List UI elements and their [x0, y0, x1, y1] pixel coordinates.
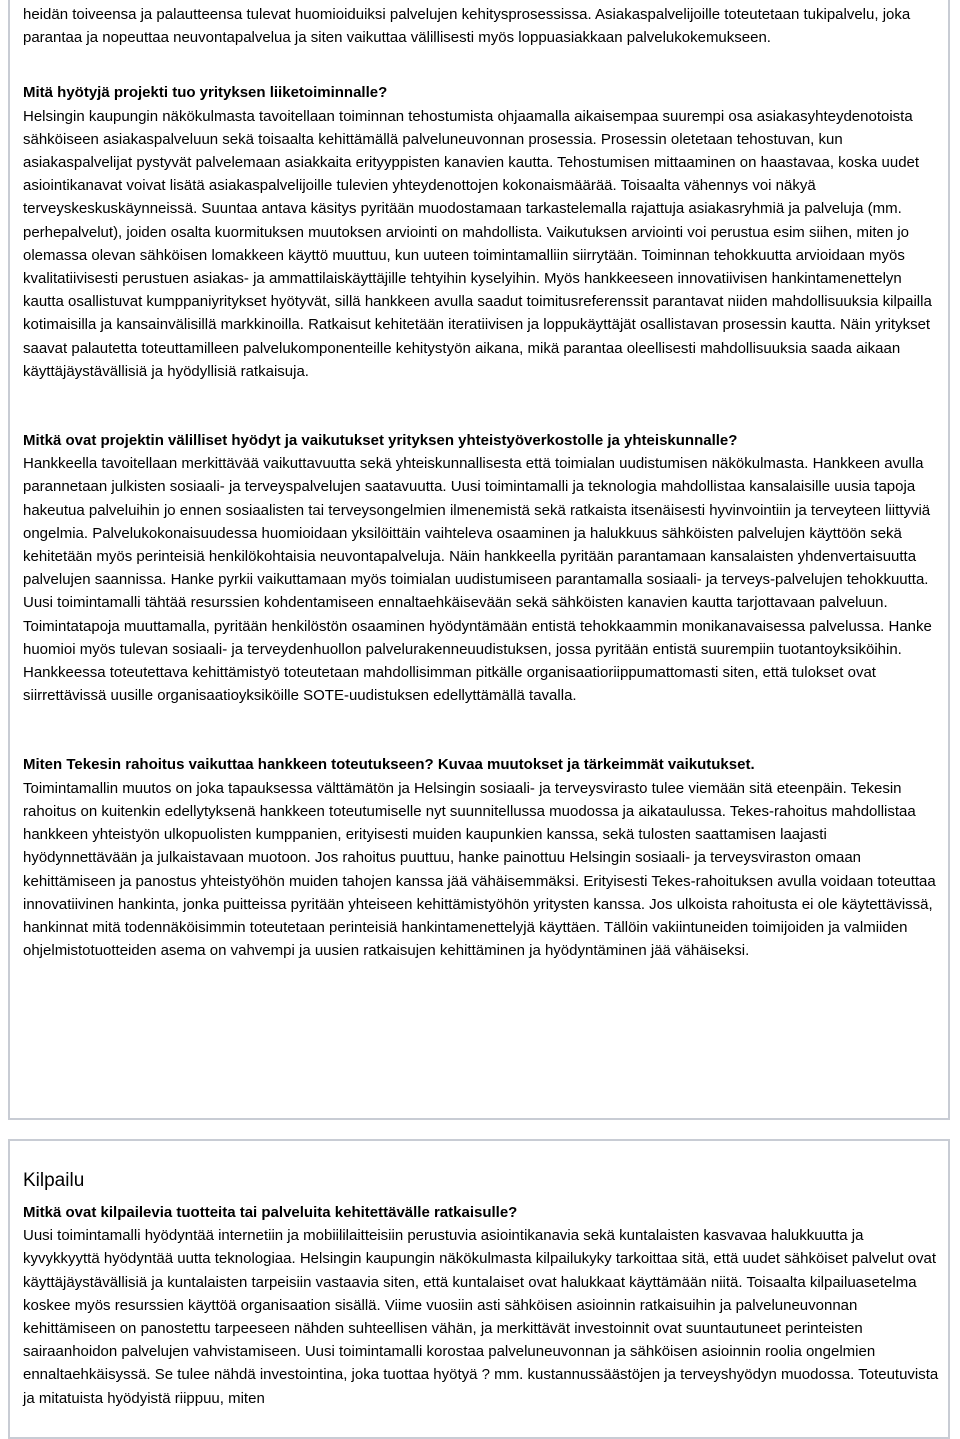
business-benefits-question: Mitä hyötyjä projekti tuo yrityksen liiketoiminnalle?: [23, 84, 388, 102]
intro-paragraph: heidän toiveensa ja palautteensa tulevat huomioiduiksi palvelujen kehitysprosessissa. Asiakaspalvelijoille toteutetaan tukipalvelu, joka parantaa ja nopeuttaa neuvontapalvelua ja siten vaikuttaa välillisesti myös loppuasiakkaan palvelukokemukseen.: [23, 6, 911, 47]
funding-answer: Toimintamallin muutos on joka tapauksessa välttämätön ja Helsingin sosiaali- ja terveysvirasto tulee viemään sitä eteenpäin. Tekesin rahoitus on kuitenkin edellytyksenä hankkeen toteutumiselle nyt suunnitellussa muodossa ja aikataulussa. Tekes-rahoitus mahdollistaa hankkeen yhteistyön ulkopuolisten kumppanien, erityisesti muiden kaupunkien kanssa, sekä tulosten saattamisen laajasti hyödynnettävään ja julkaistavaan muotoon. Jos rahoitus puuttuu, hanke painottuu Helsingin sosiaali- ja terveysviraston omaan kehittämiseen ja panostus yhteistyöhön muiden tahojen kanssa jää vähäisemmäksi. Erityisesti Tekes-rahoituksen avulla voidaan toteuttaa innovatiivinen hankinta, jonka puitteissa pyritään yhteiseen kehittämistyöhön yritysten kanssa. Jos ulkoista rahoitusta ei ole käytettävissä, hankinnat mitä todennäköisimmin toteutetaan perinteisiä hankintamenettelyjä käyttäen. Tällöin vakiintuneiden toimijoiden ja valmiiden ohjelmistotuotteiden asema on vahvempi ja uusien ratkaisujen kehittäminen ja hyödyntäminen jää vähäiseksi.: [23, 779, 936, 960]
content-box-continued: [8, 0, 950, 1120]
section-heading-competition: Kilpailu: [23, 1170, 85, 1191]
box-1-content: [23, 3, 943, 962]
indirect-benefits-question: Mitkä ovat projektin välilliset hyödyt ja vaikutukset yrityksen yhteistyöverkostolle ja yhteiskunnalle?: [23, 432, 738, 450]
indirect-benefits-answer: Hankkeella tavoitellaan merkittävää vaikuttavuutta sekä yhteiskunnallisesta että toimialan uudistumisen näkökulmasta. Hankkeen avulla parannetaan julkisten sosiaali- ja terveyspalvelujen saatavuutta. Uusi toimintamalli ja teknologia mahdollistaa kansalaisille uusia tapoja hakeutua palveluihin jo ennen sosiaalisten tai terveysongelmien ilmenemistä sekä ratkaista itsenäisesti hyvinvointiin ja terveyteen liittyviä ongelmia. Palvelukokonaisuudessa huomioidaan yksilöittäin vaihteleva osaaminen ja halukkuus sähköisten palvelujen käyttöön sekä kehitetään myös perinteisiä henkilökohtaisia neuvontapalveluja. Näin hankkeella pyritään parantamaan kansalaisten yhdenvertaisuutta palvelujen saannissa. Hanke pyrkii vaikuttamaan myös toimialan uudistumiseen parantamalla sosiaali- ja terveys-palvelujen tehokkuutta. Uusi toimintamalli tähtää resurssien kohdentamiseen ennaltaehkäisevään sekä sähköisten kanavien kautta tarjottavaan palveluun. Toimintatapoja muuttamalla, pyritään henkilöstön osaaminen hyödyntämään entistä tehokkaammin monikanavaisessa palvelussa. Hanke huomioi myös tulevan sosiaali- ja terveydenhuollon palvelurakenneuudistuksen, jossa pyritään entistä suurempiin tuotantoyksiköihin. Hankkeessa toteutettava kehittämistyö toteutetaan mahdollisimman pitkälle organisaatioriippumattomasti siten, että tulokset ovat siirrettävissä uusille organisaatioyksiköille SOTE-uudistuksen edellyttämällä tavalla.: [23, 455, 932, 705]
box-2-content: [23, 1169, 943, 1410]
competition-question: Mitkä ovat kilpailevia tuotteita tai palveluita kehitettävälle ratkaisulle?: [23, 1204, 518, 1221]
funding-question: Miten Tekesin rahoitus vaikuttaa hankkeen toteutukseen? Kuvaa muutokset ja tärkeimmät vaikutukset.: [23, 756, 755, 774]
content-box-competition: [8, 1139, 950, 1439]
business-benefits-answer: Helsingin kaupungin näkökulmasta tavoitellaan toiminnan tehostumista ohjaamalla aikaisempaa suurempi osa asiakasyhteydenotoista sähköiseen asiakaspalveluun sekä toisaalta kehittämällä palveluneuvonnan prosessia. Prosessin oletetaan tehostuvan, kun asiakaspalvelijat pystyvät palvelemaan asiakkaita erityyppisten kanavien kautta. Tehostumisen mittaaminen on haastavaa, koska uudet asiointikanavat voivat lisätä asiakaspalvelijoille tulevien yhteydenottojen kokonaismäärää. Toisaalta vähennys voi näkyä terveyskeskuskäynneissä. Suuntaa antava käsitys pyritään muodostamaan tarkastelemalla rajattuja asiakasryhmiä ja palveluja (mm. perhepalvelut), joiden osalta kuormituksen muutoksen arviointi on mahdollista. Vaikutuksen arviointi voi perustua esim siihen, miten jo olemassa olevan sähköisen lomakkeen käyttö muuttuu, kun uuteen toimintamalliin siirrytään. Toiminnan tehokkuutta arvioidaan myös kvalitatiivisesti perustuen asiakas- ja ammattilaiskäyttäjille tehtyihin kyselyihin. Myös hankkeeseen innovatiivisen hankintamenettelyn kautta osallistuvat kumppaniyritykset hyötyvät, sillä hankkeen avulla saadut toimitusreferenssit parantavat niiden mahdollisuuksia kilpailla kotimaisilla ja kansainvälisillä markkinoilla. Ratkaisut kehitetään iteratiivisen ja loppukäyttäjät osallistavan prosessin kautta. Näin yritykset saavat palautetta toteuttamilleen palvelukomponenteille kehitystyön aikana, mikä parantaa oleellisesti mahdollisuuksia saada aikaan käyttäjäystävällisiä ja hyödyllisiä ratkaisuja.: [23, 107, 932, 380]
competition-answer: Uusi toimintamalli hyödyntää internetiin ja mobiililaitteisiin perustuvia asiointikanavia sekä kuntalaisten kasvavaa halukkuutta ja kyvykkyyttä hyödyntää uutta teknologiaa. Helsingin kaupungin näkökulmasta kilpailukyky tarkoittaa sitä, että uudet sähköiset palvelut ovat käyttäjäystävällisiä ja kuntalaisten tarpeisiin vastaavia siten, että kuntalaiset ovat halukkaat käyttämään niitä. Toisaalta kilpailuasetelma koskee myös resurssien käyttöä organisaation sisällä. Viime vuosiin asti sähköisen asioinnin ratkaisuihin ja palveluneuvonnan kehittämiseen on panostettu tarpeeseen nähden suhteellisen vähän, ja merkittävät investoinnit ovat suuntautuneet perinteisten sairaanhoidon palvelujen vahvistamiseen. Uusi toimintamalli korostaa palveluneuvonnan ja sähköisen asioinnin roolia ongelmien ennaltaehkäisyssä. Se tulee nähdä investointina, joka tuottaa hyötyä ? mm. kustannussäästöjen ja terveyshyödyn muodossa. Toteutuvista ja mitatuista hyödyistä riippuu, miten: [23, 1227, 939, 1407]
